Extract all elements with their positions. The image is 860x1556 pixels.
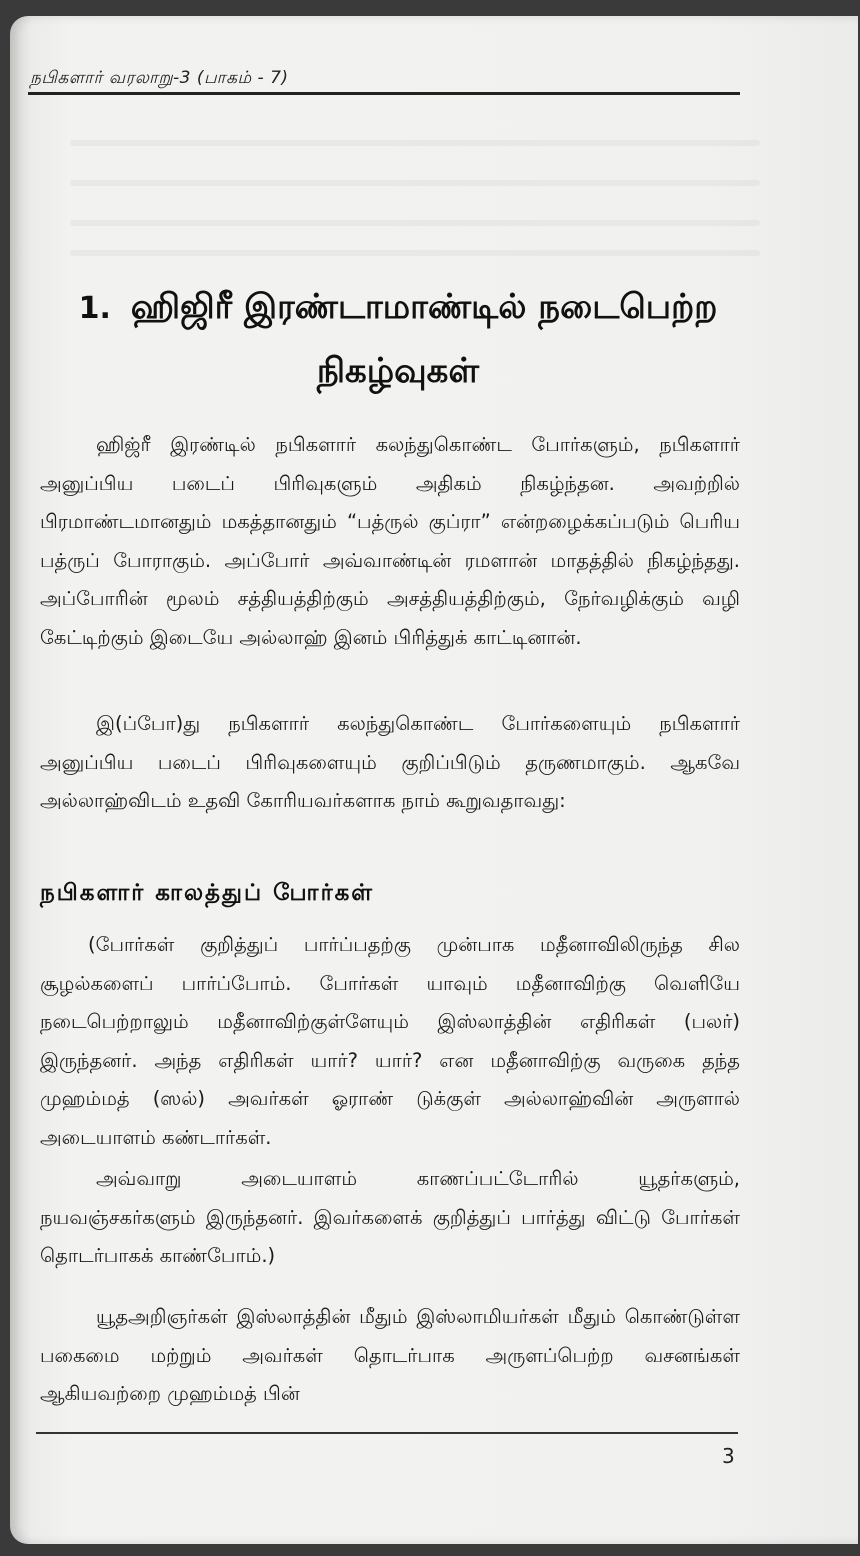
paragraph: இ(ப்போ)து நபிகளார் கலந்துகொண்ட போர்களையும் நபிகளார் அனுப்பிய படைப் பிரிவுகளையும் குறிப்பிடும் தருணமாகும். ஆகவே அல்லாஹ்விடம் உதவி கோரியவர்களாக நாம் கூறுவதாவது:: [40, 712, 740, 812]
bleed-through-line: [70, 250, 760, 256]
bleed-through-line: [70, 140, 760, 146]
section-heading: நபிகளார் காலத்துப் போர்கள்: [40, 880, 375, 906]
bleed-through-line: [70, 180, 760, 186]
paragraph: (போர்கள் குறித்துப் பார்ப்பதற்கு முன்பாக மதீனாவிலிருந்த சில சூழல்களைப் பார்ப்போம். போர்கள் யாவும் மதீனாவிற்கு வெளியே நடைபெற்றாலும் மதீனாவிற்குள்ளேயும் இஸ்லாத்தின் எதிரிகள் (பலர்) இருந்தனர். அந்த எதிரிகள் யார்? யார்? என மதீனாவிற்கு வருகை தந்த முஹம்மத் (ஸல்) அவர்கள் ஓராண் டுக்குள் அல்லாஹ்வின் அருளால் அடையாளம் கண்டார்கள்.: [40, 933, 740, 1149]
paragraph: அவ்வாறு அடையாளம் காணப்பட்டோரில் யூதர்களும், நயவஞ்சகர்களும் இருந்தனர். இவர்களைக் குறித்துப் பார்த்து விட்டு போர்கள் தொடர்பாகக் காண்போம்.): [40, 1167, 740, 1267]
header-rule: [28, 92, 740, 95]
chapter-number: 1.: [78, 291, 111, 326]
chapter-title: [28, 276, 768, 402]
footer-rule: [36, 1432, 738, 1434]
running-head: நபிகளார் வரலாறு-3 (பாகம் - 7): [30, 68, 289, 88]
page-number: 3: [722, 1444, 735, 1468]
bleed-through-line: [70, 220, 760, 226]
paragraph: யூதஅறிஞர்கள் இஸ்லாத்தின் மீதும் இஸ்லாமியர்கள் மீதும் கொண்டுள்ள பகைமை மற்றும் அவர்கள் தொடர்பாக அருளப்பெற்ற வசனங்கள் ஆகியவற்றை முஹம்மத் பின்: [40, 1305, 740, 1405]
chapter-title-text: ஹிஜிரீ இரண்டாமாண்டில் நடைபெற்ற நிகழ்வுகள்: [130, 287, 718, 391]
paragraph: ஹிஜ்ரீ இரண்டில் நபிகளார் கலந்துகொண்ட போர்களும், நபிகளார் அனுப்பிய படைப் பிரிவுகளும் அதிகம் நிகழ்ந்தன. அவற்றில் பிரமாண்டமானதும் மகத்தானதும் “பத்ருல் குப்ரா” என்றழைக்கப்படும் பெரிய பத்ருப் போராகும். அப்போர் அவ்வாண்டின் ரமளான் மாதத்தில் நிகழ்ந்தது. அப்போரின் மூலம் சத்தியத்திற்கும் அசத்தியத்திற்கும், நேர்வழிக்கும் வழி கேட்டிற்கும் இடையே அல்லாஹ் இனம் பிரித்துக் காட்டினான்.: [40, 433, 740, 649]
